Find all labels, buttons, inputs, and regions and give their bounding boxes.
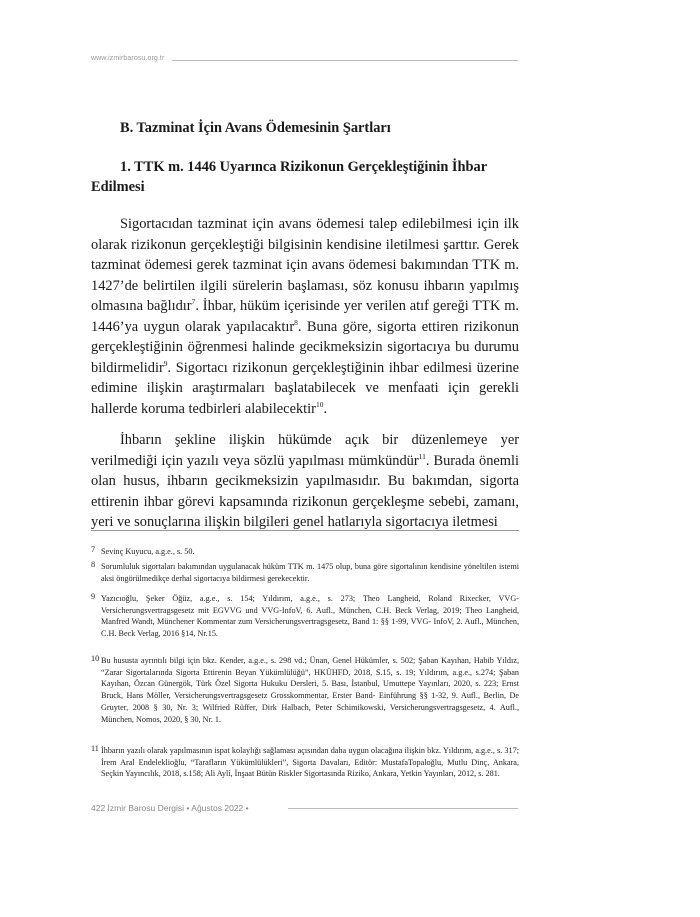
- paragraph-2: [91, 430, 519, 533]
- footnote-ref-7[interactable]: 7: [191, 297, 196, 307]
- footnote-ref-9[interactable]: 9: [163, 358, 168, 368]
- section-heading: B. Tazminat İçin Avans Ödemesinin Şartları: [120, 120, 391, 136]
- p1-text-a: Sigortacıdan tazminat için avans ödemesi talep edilebilmesi için ilk olarak rizikonun gerçekleştiği bilgisinin kendisine iletilmesi şarttır. Gerek tazminat ödemesi gerek tazminat için avans ödemesi bakımından TTK m. 1427’de belirtilen ilgili sürelerin başlaması, söz konusu ihbarın yapılmış olmasına bağlıdır: [91, 216, 519, 314]
- footnote-10: [91, 655, 519, 725]
- footnote-7: [91, 546, 519, 558]
- footer-rule: [288, 808, 518, 809]
- header-url: www.izmirbarosu.org.tr: [91, 55, 165, 62]
- footnote-number: 10: [91, 654, 100, 663]
- footnote-text: Bu hususta ayrıntılı bilgi için bkz. Kender, a.g.e., s. 298 vd.; Ünan, Genel Hükümler, s. 502; Şaban Kayıhan, Habib Yıldız, “Zarar Sigortalarında Sigorta Ettirenin Beyan Yükümlülüğü”, HKÜHFD, 2018, S.15, s. 19; Yıldırım, a.g.e., s.274; Şaban Kayıhan, Özcan Günergök, Türk Özel Sigorta Hukuku Dersleri, 5. Bası, İstanbul, Umuttepe Yayınları, 2020, s. 223; Ernst Bruck, Hans Möller, Versicherungsvertragsgesetz Grosskommentar, Erster Band- Einführung §§ 1-32, 9. Aufl., Berlin, De Gruyter, 2008 § 30, Nr. 3; Wilfried Rüffer, Dirk Halbach, Peter Schimikowski, Versicherungsvertragsgesetz, 4. Aufl., München, Nomos, 2020, § 30, Nr. 1.: [101, 656, 519, 724]
- footnote-number: 8: [91, 560, 96, 569]
- footnote-9: [91, 593, 519, 640]
- footnote-separator: [91, 530, 519, 531]
- page-footer: 422 İzmir Barosu Dergisi • Ağustos 2022 •: [91, 803, 249, 813]
- footnote-number: 11: [91, 744, 99, 753]
- footnote-text: İhbarın yazılı olarak yapılmasının ispat kolaylığı sağlaması açısından daha uygun olacağına ilişkin bkz. Yıldırım, a.g.e., s. 317; İrem Aral Endeleklioğlu, “Tarafların Yükümlülükleri”, Sigorta Davaları, Editör: MustafaTopaloğlu, Mutlu Dinç, Ankara, Seçkin Yayıncılık, 2018, s.158; Ali Aylí, İnşaat Bütün Riskler Sigortasında Riziko, Ankara, Yetkin Yayınları, 2012, s. 281.: [101, 746, 519, 779]
- subsection-heading: 1. TTK m. 1446 Uyarınca Rizikonun Gerçekleştiğinin İhbar Edilmesi: [91, 159, 487, 195]
- header-rule: [172, 60, 518, 61]
- p2-text-b: . Burada önemli olan husus, ihbarın gecikmeksizin yapılmasıdır. Bu bakımdan, sigorta ettirenin ihbar görevi kapsamında rizikonun gerçekleşme sebebi, zamanı, yeri ve sonuçlarına ilişkin bilgileri genel hatlarıyla sigortacıya iletmesi: [91, 452, 519, 530]
- footnote-text: Yazıcıoğlu, Şeker Öğüz, a.g.e., s. 154; Yıldırım, a.g.e., s. 273; Theo Langheid, Roland Rixecker, VVG-Versicherungsvertragsgesetz mit EGVVG und VVG-InfoV, 6. Aufl., München, C.H. Beck Verlag, 2019; Theo Langheid, Manfred Wandt, Münchener Kommentar zum Versicherungsvertragsgesetz, Band 1: §§ 1-99, VVG- InfoV, 2. Aufl., München, C.H. Beck Verlag, 2016 §14, Nr.15.: [101, 594, 519, 639]
- p1-text-c: . Buna göre, sigorta ettiren rizikonun gerçekleştiğinin öğrenmesi halinde gecikmeksizin sigortacıya bu durumu bildirmelidir: [91, 318, 519, 376]
- p1-text-b: . İhbar, hüküm içerisinde yer verilen atıf gereği TTK m. 1446’ya uygun olarak yapılacaktır: [91, 298, 519, 335]
- footnote-ref-11[interactable]: 11: [418, 451, 426, 461]
- footnote-ref-10[interactable]: 10: [315, 399, 324, 409]
- p2-text-a: İhbarın şekline ilişkin hükümde açık bir düzenlemeye yer verilmediği için yazılı veya sözlü yapılması mümkündür: [91, 432, 519, 469]
- p1-text-d: . Sigortacı rizikonun gerçekleştiğinin ihbar edilmesi üzerine edimine ilişkin araştırmaları başlatabilecek ve menfaati için gerekli hallerde koruma tedbirleri alabilecektir: [91, 359, 519, 417]
- footnote-text: Sorumluluk sigortaları bakımından uygulanacak hüküm TTK m. 1475 olup, buna göre sigortalının kendisine yöneltilen istemi aksi öngörülmedikçe derhal sigortacıya bildirmesi gerekecektir.: [101, 562, 519, 583]
- p1-text-e: .: [323, 400, 328, 417]
- footnote-text: Sevinç Kuyucu, a.g.e., s. 50.: [101, 547, 195, 556]
- footnote-number: 7: [91, 545, 96, 554]
- footnote-ref-8[interactable]: 8: [294, 317, 298, 327]
- paragraph-1: [91, 214, 519, 419]
- footnote-number: 9: [91, 592, 96, 601]
- footnote-8: [91, 561, 519, 584]
- footnote-11: [91, 745, 519, 780]
